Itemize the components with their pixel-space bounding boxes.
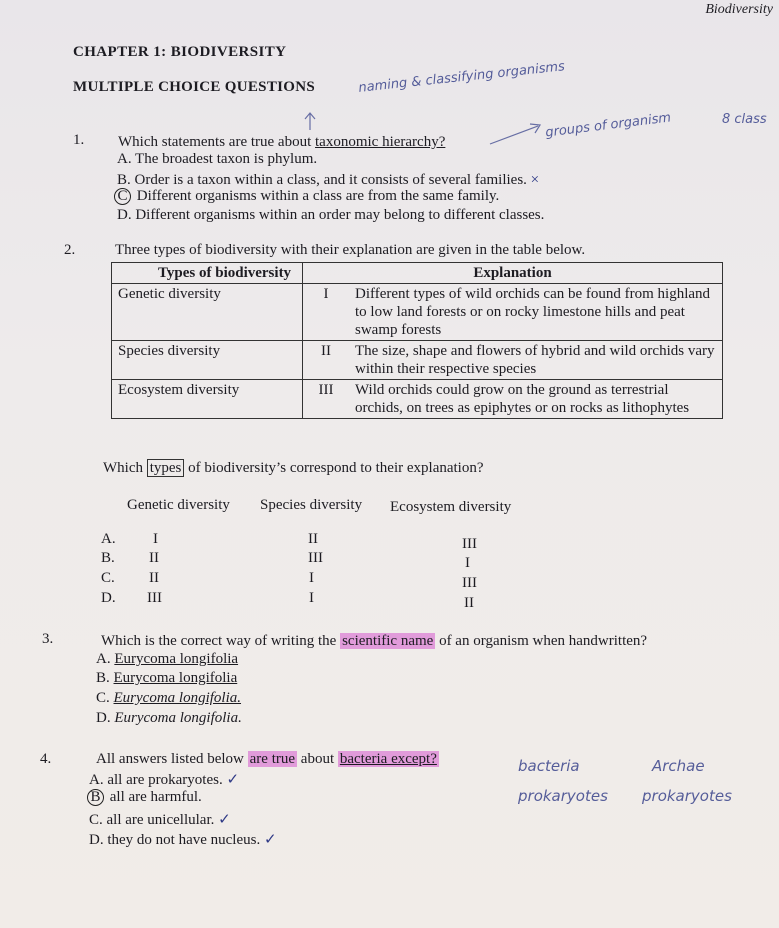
table-header-type: Types of biodiversity xyxy=(112,263,303,284)
answer-column-header: Genetic diversity xyxy=(127,497,230,513)
table-cell-roman: III xyxy=(303,380,350,419)
option-text: D. Different organisms within an order may belong to different classes. xyxy=(117,207,545,223)
answer-genetic: II xyxy=(149,570,159,586)
question-text-part: Which is the correct way of writing the xyxy=(101,633,341,649)
answer-ecosystem: III xyxy=(462,536,477,552)
option-a[interactable]: A. The broadest taxon is phylum. xyxy=(117,151,318,167)
handwritten-note: bacteria xyxy=(518,757,580,775)
cross-mark-icon: × xyxy=(530,172,540,188)
highlighted-term: bacteria except? xyxy=(339,751,437,767)
highlighted-term: scientific name xyxy=(342,633,434,649)
check-mark-icon: ✓ xyxy=(226,772,240,788)
question-text-part: Which statements are true about xyxy=(118,134,316,150)
table-cell-roman: II xyxy=(303,341,350,380)
answer-letter: B. xyxy=(101,550,115,566)
question-text xyxy=(101,633,647,650)
table-cell-type: Ecosystem diversity xyxy=(112,380,303,419)
check-mark-icon: ✓ xyxy=(263,832,277,848)
answer-species: I xyxy=(309,570,314,586)
answer-species: III xyxy=(308,550,323,566)
question-text xyxy=(96,751,439,768)
answer-ecosystem: I xyxy=(465,555,470,571)
handwritten-note: naming & classifying organisms xyxy=(357,59,566,96)
question-text-part: of an organism when handwritten? xyxy=(435,633,648,649)
option-text: all are harmful. xyxy=(109,789,202,805)
chapter-title: CHAPTER 1: BIODIVERSITY xyxy=(73,44,287,60)
option-letter: B. xyxy=(96,670,110,686)
answer-column-header: Species diversity xyxy=(260,497,363,513)
biodiversity-table xyxy=(111,262,723,419)
highlighted-term: are true xyxy=(249,751,296,767)
question-text-part: Which xyxy=(103,460,147,476)
table-row xyxy=(112,380,723,419)
underlined-term: taxonomic hierarchy? xyxy=(315,134,446,150)
option-text: Eurycoma longifolia xyxy=(113,670,238,686)
question-text xyxy=(118,134,445,151)
handwritten-arrow xyxy=(488,118,544,148)
question-text: Three types of biodiversity with their explanation are given in the table below. xyxy=(115,242,586,258)
table-row xyxy=(112,284,723,341)
option-text: B. Order is a taxon within a class, and it consists of several families. xyxy=(117,172,527,188)
option-a[interactable] xyxy=(89,770,239,789)
option-b[interactable] xyxy=(117,172,539,189)
answer-letter: A. xyxy=(101,531,116,547)
question-text-part: of biodiversity’s correspond to their explanation? xyxy=(184,460,484,476)
table-cell-roman: I xyxy=(303,284,350,341)
option-letter: A. xyxy=(96,651,111,667)
answer-column-header: Ecosystem diversity xyxy=(390,499,512,515)
option-d[interactable] xyxy=(96,710,242,727)
question-text-part: about xyxy=(297,751,338,767)
boxed-term: types xyxy=(147,459,185,477)
option-d[interactable] xyxy=(89,830,277,849)
answer-letter: D. xyxy=(101,590,116,606)
answer-ecosystem: II xyxy=(464,595,474,611)
option-text: Eurycoma longifolia. xyxy=(113,690,242,706)
question-text xyxy=(103,460,484,477)
circled-letter: C xyxy=(114,188,131,205)
answer-genetic: I xyxy=(153,531,158,547)
table-cell-type: Species diversity xyxy=(112,341,303,380)
handwritten-note: groups of organism xyxy=(544,110,672,141)
handwritten-note: 8 class xyxy=(722,112,767,127)
circled-letter: B xyxy=(87,789,104,806)
handwritten-note: prokaryotes xyxy=(518,787,608,805)
question-number: 4. xyxy=(40,751,52,767)
answer-species: II xyxy=(308,531,318,547)
option-letter: C. xyxy=(96,690,110,706)
table-header-explanation: Explanation xyxy=(303,263,723,284)
option-text: Eurycoma longifolia xyxy=(114,651,239,667)
table-cell-explanation: The size, shape and flowers of hybrid and wild orchids vary within their respective species xyxy=(349,341,723,380)
running-header: Biodiversity xyxy=(705,2,773,17)
question-number: 1. xyxy=(73,132,85,148)
option-text: D. they do not have nucleus. xyxy=(89,832,261,848)
answer-letter: C. xyxy=(101,570,115,586)
handwritten-note: prokaryotes xyxy=(642,787,732,805)
option-b[interactable] xyxy=(87,789,202,806)
option-text: Eurycoma longifolia. xyxy=(114,710,242,726)
option-text: Different organisms within a class are from the same family. xyxy=(136,188,500,204)
table-cell-explanation: Different types of wild orchids can be found from highland to low land forests or on rocky limestone hills and peat swamp forests xyxy=(349,284,723,341)
option-text: C. all are unicellular. xyxy=(89,812,215,828)
answer-species: I xyxy=(309,590,314,606)
check-mark-icon: ✓ xyxy=(218,812,231,828)
question-number: 2. xyxy=(64,242,76,258)
handwritten-note: Archae xyxy=(652,757,705,775)
table-header-row xyxy=(112,263,723,284)
option-c[interactable] xyxy=(96,690,241,707)
table-cell-explanation: Wild orchids could grow on the ground as terrestrial orchids, on trees as epiphytes or on rocks as lithophytes xyxy=(349,380,723,419)
answer-ecosystem: III xyxy=(462,575,477,591)
option-d[interactable] xyxy=(117,207,544,224)
option-c[interactable] xyxy=(89,810,231,829)
option-a[interactable] xyxy=(96,651,238,668)
option-letter: D. xyxy=(96,710,111,726)
option-c[interactable] xyxy=(114,188,499,205)
handwritten-arrow xyxy=(300,110,320,132)
answer-genetic: II xyxy=(149,550,159,566)
table-cell-type: Genetic diversity xyxy=(112,284,303,341)
option-text: A. all are prokaryotes. xyxy=(89,772,223,788)
question-number: 3. xyxy=(42,631,54,647)
answer-genetic: III xyxy=(147,590,162,606)
section-title: MULTIPLE CHOICE QUESTIONS xyxy=(73,79,316,95)
question-text-part: All answers listed below xyxy=(96,751,248,767)
option-b[interactable] xyxy=(96,670,237,687)
table-row xyxy=(112,341,723,380)
